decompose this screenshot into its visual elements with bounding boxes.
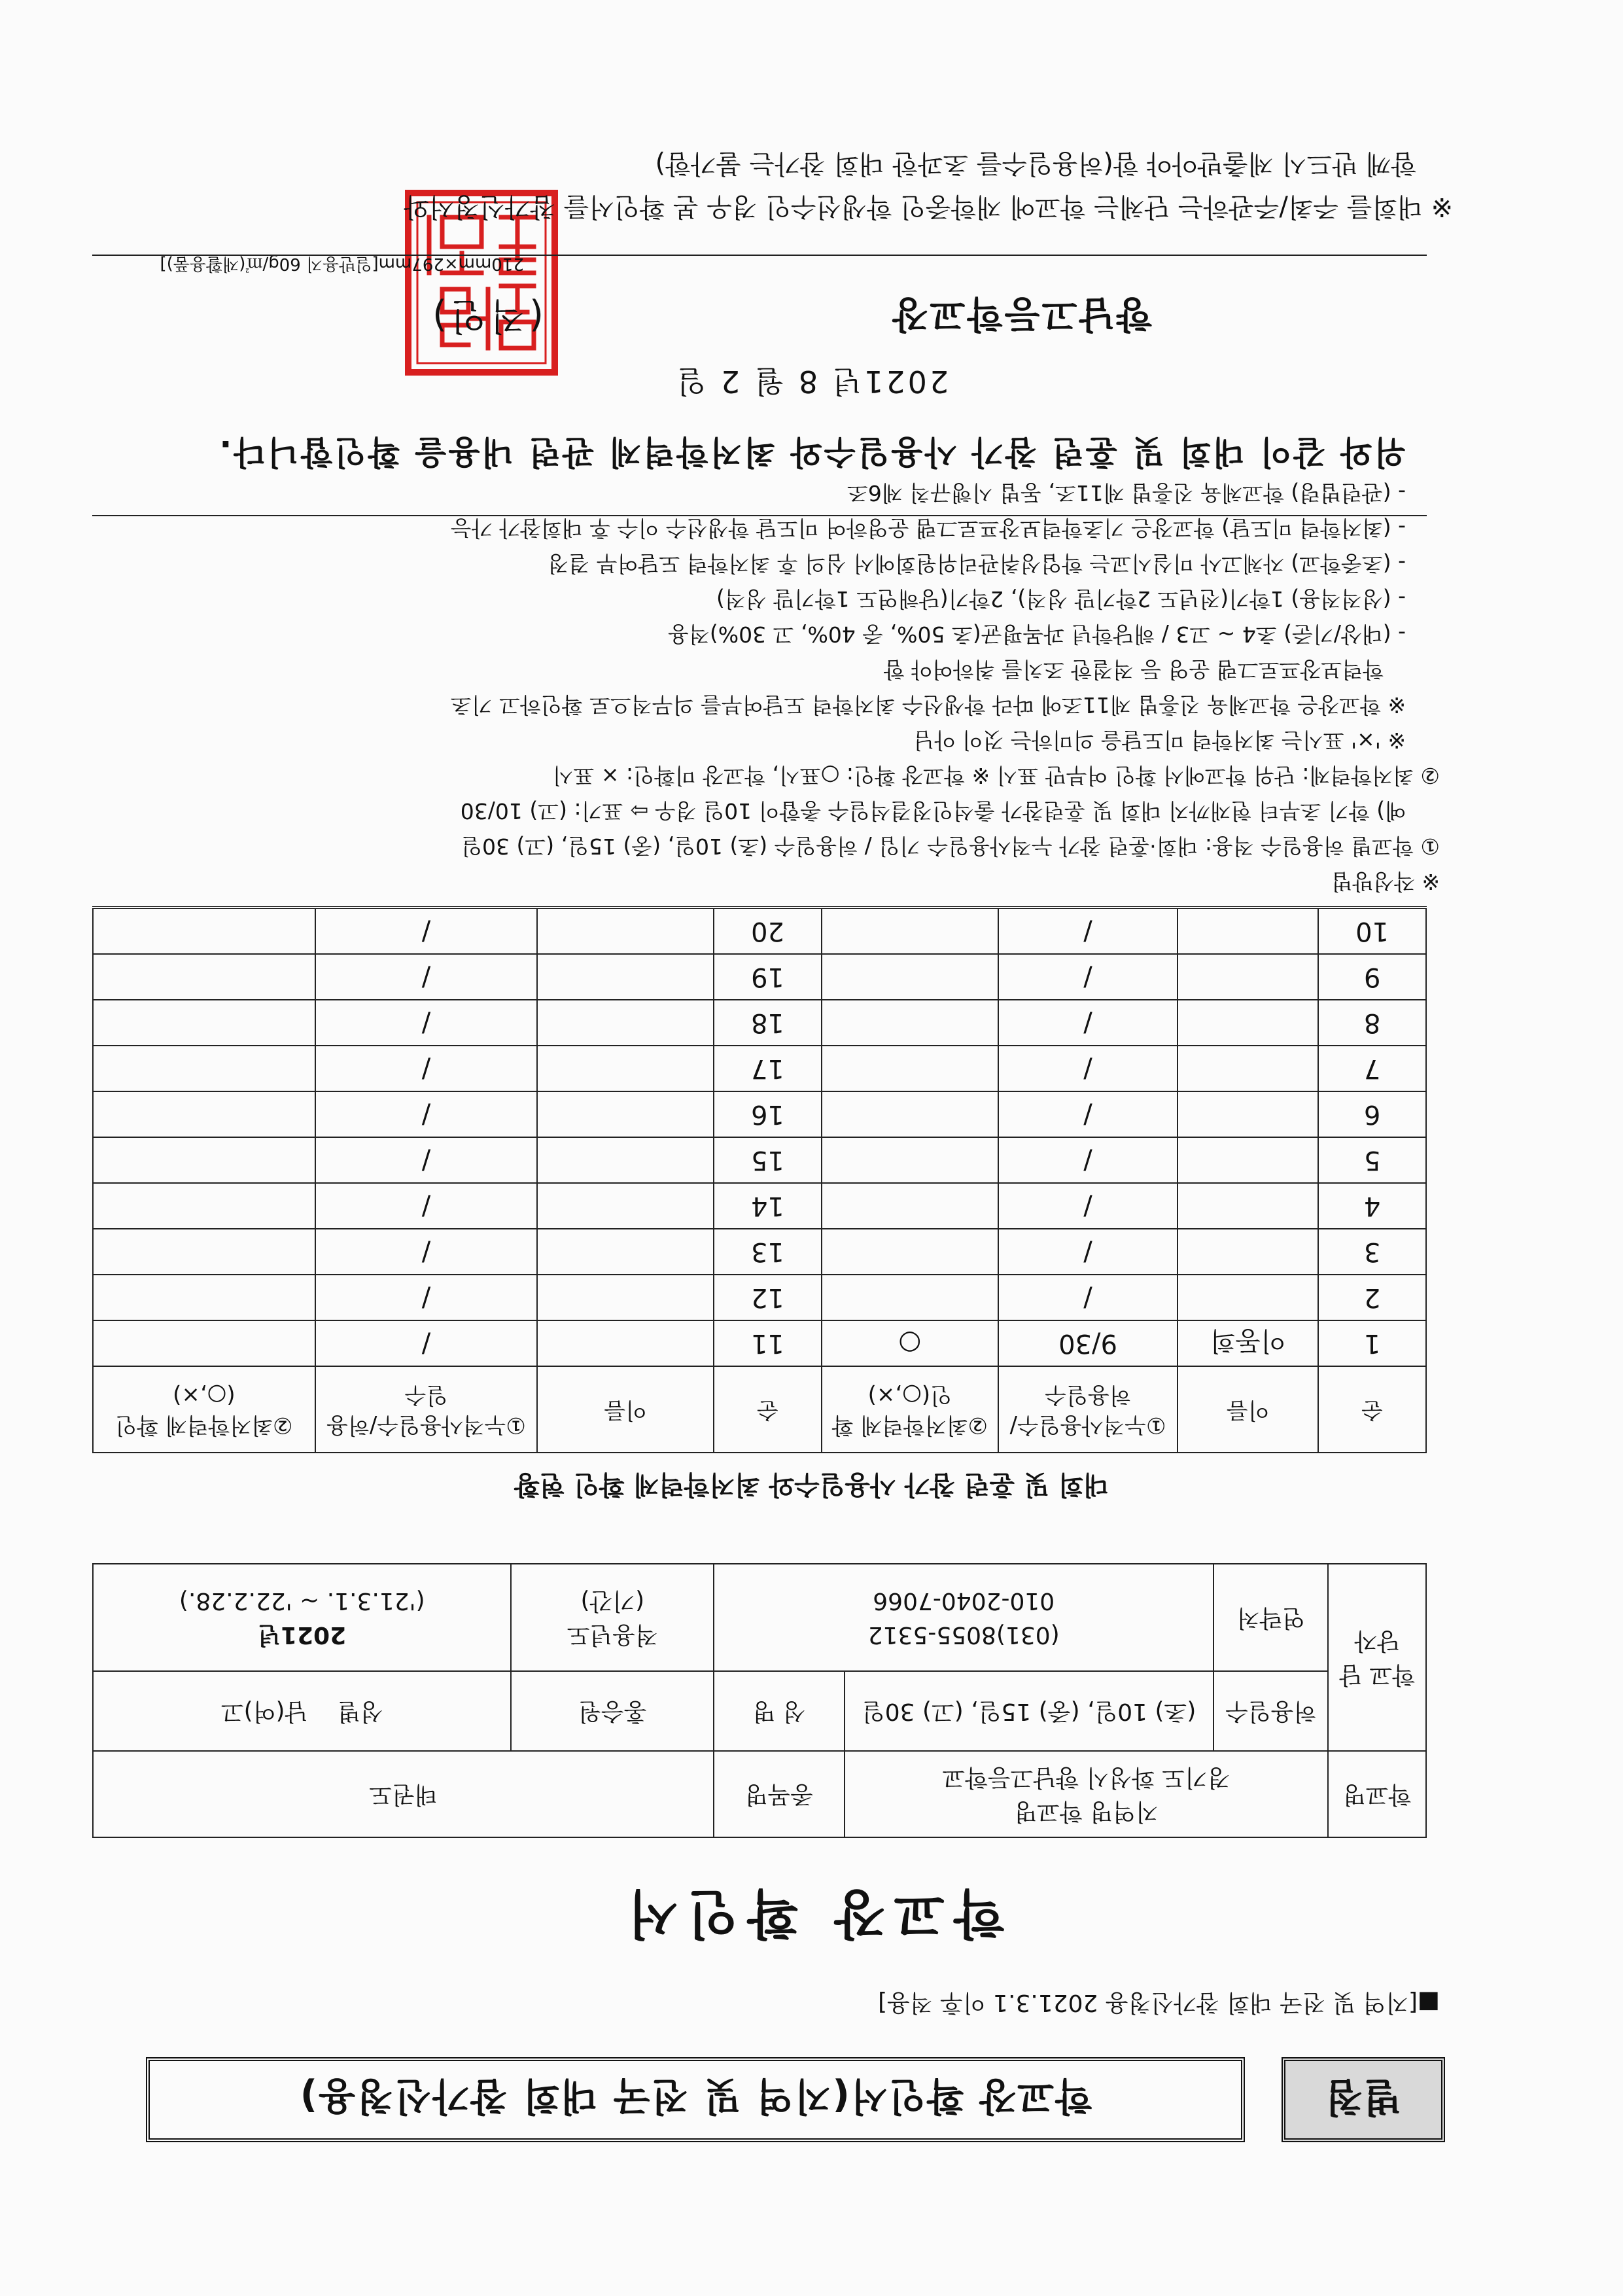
row-check-cell — [93, 954, 315, 1000]
row-check-cell — [822, 1137, 998, 1183]
status-table-body — [93, 908, 1426, 1366]
row-name-cell: 이동희 — [1178, 1320, 1318, 1366]
header-days: ①누적사용일수/허용일수 — [315, 1366, 538, 1453]
row-no-cell: 17 — [714, 1046, 822, 1091]
row-no-cell: 8 — [1318, 1000, 1426, 1046]
row-days-cell: / — [315, 1046, 538, 1091]
row-name-cell — [537, 1000, 714, 1046]
row-name-cell — [1178, 954, 1318, 1000]
row-check-cell — [822, 1183, 998, 1229]
name-label: 성 명 — [714, 1671, 845, 1751]
row-days-cell: / — [998, 908, 1178, 954]
row-no-cell: 5 — [1318, 1137, 1426, 1183]
table-row — [93, 1046, 1426, 1091]
row-days-cell: / — [998, 1229, 1178, 1275]
row-check-cell — [93, 1091, 315, 1137]
row-name-cell — [537, 1275, 714, 1320]
seal-mark-text: (직인) — [428, 294, 544, 337]
instructions-heading: ※ 작성방법 — [1331, 869, 1440, 894]
row-check-cell — [93, 1275, 315, 1320]
footnote-line-2: 함께 반드시 제출받아야 함(허용일수를 초과한 대회 참가는 불가함) — [655, 149, 1416, 179]
name-value: 홍승원 — [511, 1671, 714, 1751]
row-no-cell: 6 — [1318, 1091, 1426, 1137]
form-title-box: 학교장 확인서(지역 및 전국 대회 참가신청용) — [146, 2057, 1245, 2142]
row-no-cell: 19 — [714, 954, 822, 1000]
contact-phone-office: (031)8055-5312 — [867, 1621, 1060, 1649]
row-days-cell: / — [315, 1320, 538, 1366]
row-days-cell: / — [315, 1183, 538, 1229]
instruction-1: ① 학교별 허용일수 적용: 대회·훈련 참가 누적사용일수 기입 / 허용일수 (초) 10일, (중) 15일, (고) 30일 — [461, 834, 1440, 859]
manager-label: 학교 담당자 — [1328, 1564, 1426, 1751]
row-name-cell — [537, 1046, 714, 1091]
row-check-cell — [822, 954, 998, 1000]
instruction-4-cont: 학력보장프로그램 운영 등 적절한 조치를 취하여야 함 — [883, 657, 1384, 682]
school-label: 학교명 — [1328, 1751, 1426, 1837]
row-no-cell: 4 — [1318, 1183, 1426, 1229]
row-name-cell — [1178, 1091, 1318, 1137]
row-days-cell: / — [998, 1046, 1178, 1091]
header-name: 이름 — [537, 1366, 714, 1453]
table-row — [93, 1000, 1426, 1046]
table-row — [93, 954, 1426, 1000]
row-check-cell — [822, 1229, 998, 1275]
instructions — [131, 475, 1440, 899]
allowed-days-value: (초) 10일, (중) 15일, (고) 30일 — [845, 1671, 1213, 1751]
row-days-cell: / — [998, 1091, 1178, 1137]
status-table — [92, 906, 1427, 1453]
row-no-cell: 18 — [714, 1000, 822, 1046]
form-label-box: 별첨 — [1282, 2057, 1445, 2142]
row-no-cell: 12 — [714, 1275, 822, 1320]
row-check-cell — [93, 1229, 315, 1275]
header-no: 순 — [1318, 1366, 1426, 1453]
event-value: 태권도 — [93, 1751, 714, 1837]
school-info-table — [92, 1563, 1427, 1838]
instruction-5: - (대상/기준) 초4 ~ 고3 / 해당학년 과목평균(초 50%, 중 40%, 고 30%)적용 — [668, 622, 1406, 647]
footnote-line-1: ※ 대회를 주최/주관하는 단체는 학교에 재학중인 학생선수인 경우 본 확인서를 참가신청서와 — [404, 192, 1453, 222]
instruction-2: ② 최저학력제: 단위 학교에서 확인 여부만 표시 ※ 학교장 확인: ○표시, 학교장 미확인: × 표시 — [552, 763, 1440, 788]
row-check-cell: ○ — [822, 1320, 998, 1366]
document-title: 학교장 확인서 — [618, 1883, 1005, 1944]
row-no-cell: 16 — [714, 1091, 822, 1137]
row-days-cell: / — [315, 1229, 538, 1275]
table-row — [93, 1091, 1426, 1137]
event-label: 종목명 — [714, 1751, 845, 1837]
period-range: ('21.3.1. ~ '22.2.28.) — [179, 1587, 425, 1614]
row-name-cell — [537, 1183, 714, 1229]
row-check-cell — [93, 1183, 315, 1229]
row-days-cell: / — [998, 1137, 1178, 1183]
row-name-cell — [1178, 1137, 1318, 1183]
row-check-cell — [93, 1000, 315, 1046]
row-name-cell — [1178, 908, 1318, 954]
table-row — [93, 908, 1426, 954]
school-name-label: 지역명 학교명 — [1014, 1798, 1159, 1826]
row-days-cell: / — [315, 1275, 538, 1320]
table-row — [93, 1320, 1426, 1366]
principal-title: 향남고등학교장 — [890, 292, 1152, 335]
table-row — [93, 1229, 1426, 1275]
header-no: 순 — [714, 1366, 822, 1453]
row-days-cell: / — [315, 1000, 538, 1046]
row-name-cell — [537, 954, 714, 1000]
row-name-cell — [1178, 1046, 1318, 1091]
table-row — [93, 1137, 1426, 1183]
row-no-cell: 11 — [714, 1320, 822, 1366]
header-name: 이름 — [1178, 1366, 1318, 1453]
gender-value: 남(여)고 — [220, 1698, 308, 1725]
row-no-cell: 3 — [1318, 1229, 1426, 1275]
status-table-caption: 대회 및 훈련 참가 사용일수와 최저학력제 확인 현황 — [514, 1470, 1109, 1500]
row-check-cell — [822, 1000, 998, 1046]
instruction-9: - (관련법령) 학교체육 진흥법 제11조, 동법 시행규칙 제6조 — [847, 480, 1406, 506]
row-check-cell — [93, 908, 315, 954]
row-name-cell — [537, 908, 714, 954]
apply-note: ■[지역 및 전국 대회 참가신청용 2021.3.1 이후 적용] — [878, 1989, 1440, 2016]
gender-label: 성별 — [338, 1698, 383, 1725]
contact-label: 연락처 — [1213, 1564, 1328, 1671]
row-name-cell — [1178, 1000, 1318, 1046]
header-check: ②최저학력제 확인(○,×) — [93, 1366, 315, 1453]
allowed-days-label: 허용일수 — [1213, 1671, 1328, 1751]
row-days-cell: / — [998, 1183, 1178, 1229]
instruction-7: - (초중학교) 자체고사 미실시교는 학업성취관리위원회에서 심의 후 최저학력 도달여부 결정 — [548, 551, 1406, 576]
row-name-cell — [537, 1137, 714, 1183]
divider — [92, 255, 1427, 256]
row-check-cell — [93, 1320, 315, 1366]
confirmation-statement: 위와 같이 대회 및 훈련 참가 사용일수와 최저학력제 관련 내용을 확인합니다. — [217, 433, 1406, 471]
contact-value-cell — [714, 1564, 1213, 1671]
row-days-cell: / — [315, 954, 538, 1000]
row-no-cell: 7 — [1318, 1046, 1426, 1091]
row-days-cell: / — [998, 954, 1178, 1000]
footnote — [145, 142, 1453, 228]
header-check: ②최저학력제 확인(○,×) — [822, 1366, 998, 1453]
row-check-cell — [822, 1275, 998, 1320]
instruction-3: ※ '×' 표시는 최저학력 미도달을 의미하는 것이 아님 — [913, 728, 1406, 753]
row-name-cell — [1178, 1183, 1318, 1229]
row-no-cell: 14 — [714, 1183, 822, 1229]
paper-spec: 210mm×297mm[일반용지 60g/㎡(재활용품)] — [160, 254, 524, 274]
school-name-cell — [845, 1751, 1328, 1837]
row-no-cell: 13 — [714, 1229, 822, 1275]
row-name-cell — [537, 1229, 714, 1275]
row-name-cell — [537, 1320, 714, 1366]
row-no-cell: 9 — [1318, 954, 1426, 1000]
row-name-cell — [537, 1091, 714, 1137]
row-days-cell: / — [315, 1091, 538, 1137]
period-label: 적용년도 — [567, 1621, 658, 1649]
instruction-4: ※ 학교장은 학교체육 진흥법 제11조에 따라 학생선수 최저학력 도달여부를 의무적으로 확인하고 기초 — [450, 692, 1406, 718]
row-days-cell: / — [315, 1137, 538, 1183]
row-name-cell — [1178, 1229, 1318, 1275]
issue-date: 2021년 8 월 2 일 — [674, 364, 949, 399]
row-no-cell: 10 — [1318, 908, 1426, 954]
row-no-cell: 2 — [1318, 1275, 1426, 1320]
row-no-cell: 20 — [714, 908, 822, 954]
period-value-cell — [93, 1564, 511, 1671]
contact-phone-mobile: 010-2040-7066 — [873, 1587, 1055, 1614]
instruction-8: - (최저학력 미도달) 학교장은 기초학력보장프로그램 운영하여 미도달 학생선수 이수 후 대회참가 가능 — [450, 516, 1406, 541]
divider — [92, 515, 1427, 516]
row-check-cell — [93, 1046, 315, 1091]
row-check-cell — [822, 1046, 998, 1091]
row-no-cell: 15 — [714, 1137, 822, 1183]
row-days-cell: / — [998, 1275, 1178, 1320]
row-days-cell: / — [315, 908, 538, 954]
period-label-sub: (기간) — [580, 1587, 645, 1614]
header-days: ①누적사용일수/허용일수 — [998, 1366, 1178, 1453]
row-days-cell: / — [998, 1000, 1178, 1046]
row-days-cell: 9/30 — [998, 1320, 1178, 1366]
table-row — [93, 1183, 1426, 1229]
period-year: 2021년 — [258, 1621, 347, 1649]
row-name-cell — [1178, 1275, 1318, 1320]
instruction-1-example: 예) 학기 초부터 현재까지 대회 및 훈련참가 출석인정결석일수 총합이 10일 경우 ⇨ 표기: (고) 10/30 — [460, 798, 1406, 824]
row-check-cell — [822, 908, 998, 954]
row-check-cell — [822, 1091, 998, 1137]
row-check-cell — [93, 1137, 315, 1183]
gender-cell — [93, 1671, 511, 1751]
row-no-cell: 1 — [1318, 1320, 1426, 1366]
school-name-value: 경기도 화성시 향남고등학교 — [942, 1764, 1230, 1791]
instruction-6: - (성적적용) 1학기(전년도 2학기말 성적), 2학기(당해연도 1학기말 성적) — [716, 586, 1406, 612]
table-row — [93, 1275, 1426, 1320]
period-label-cell — [511, 1564, 714, 1671]
